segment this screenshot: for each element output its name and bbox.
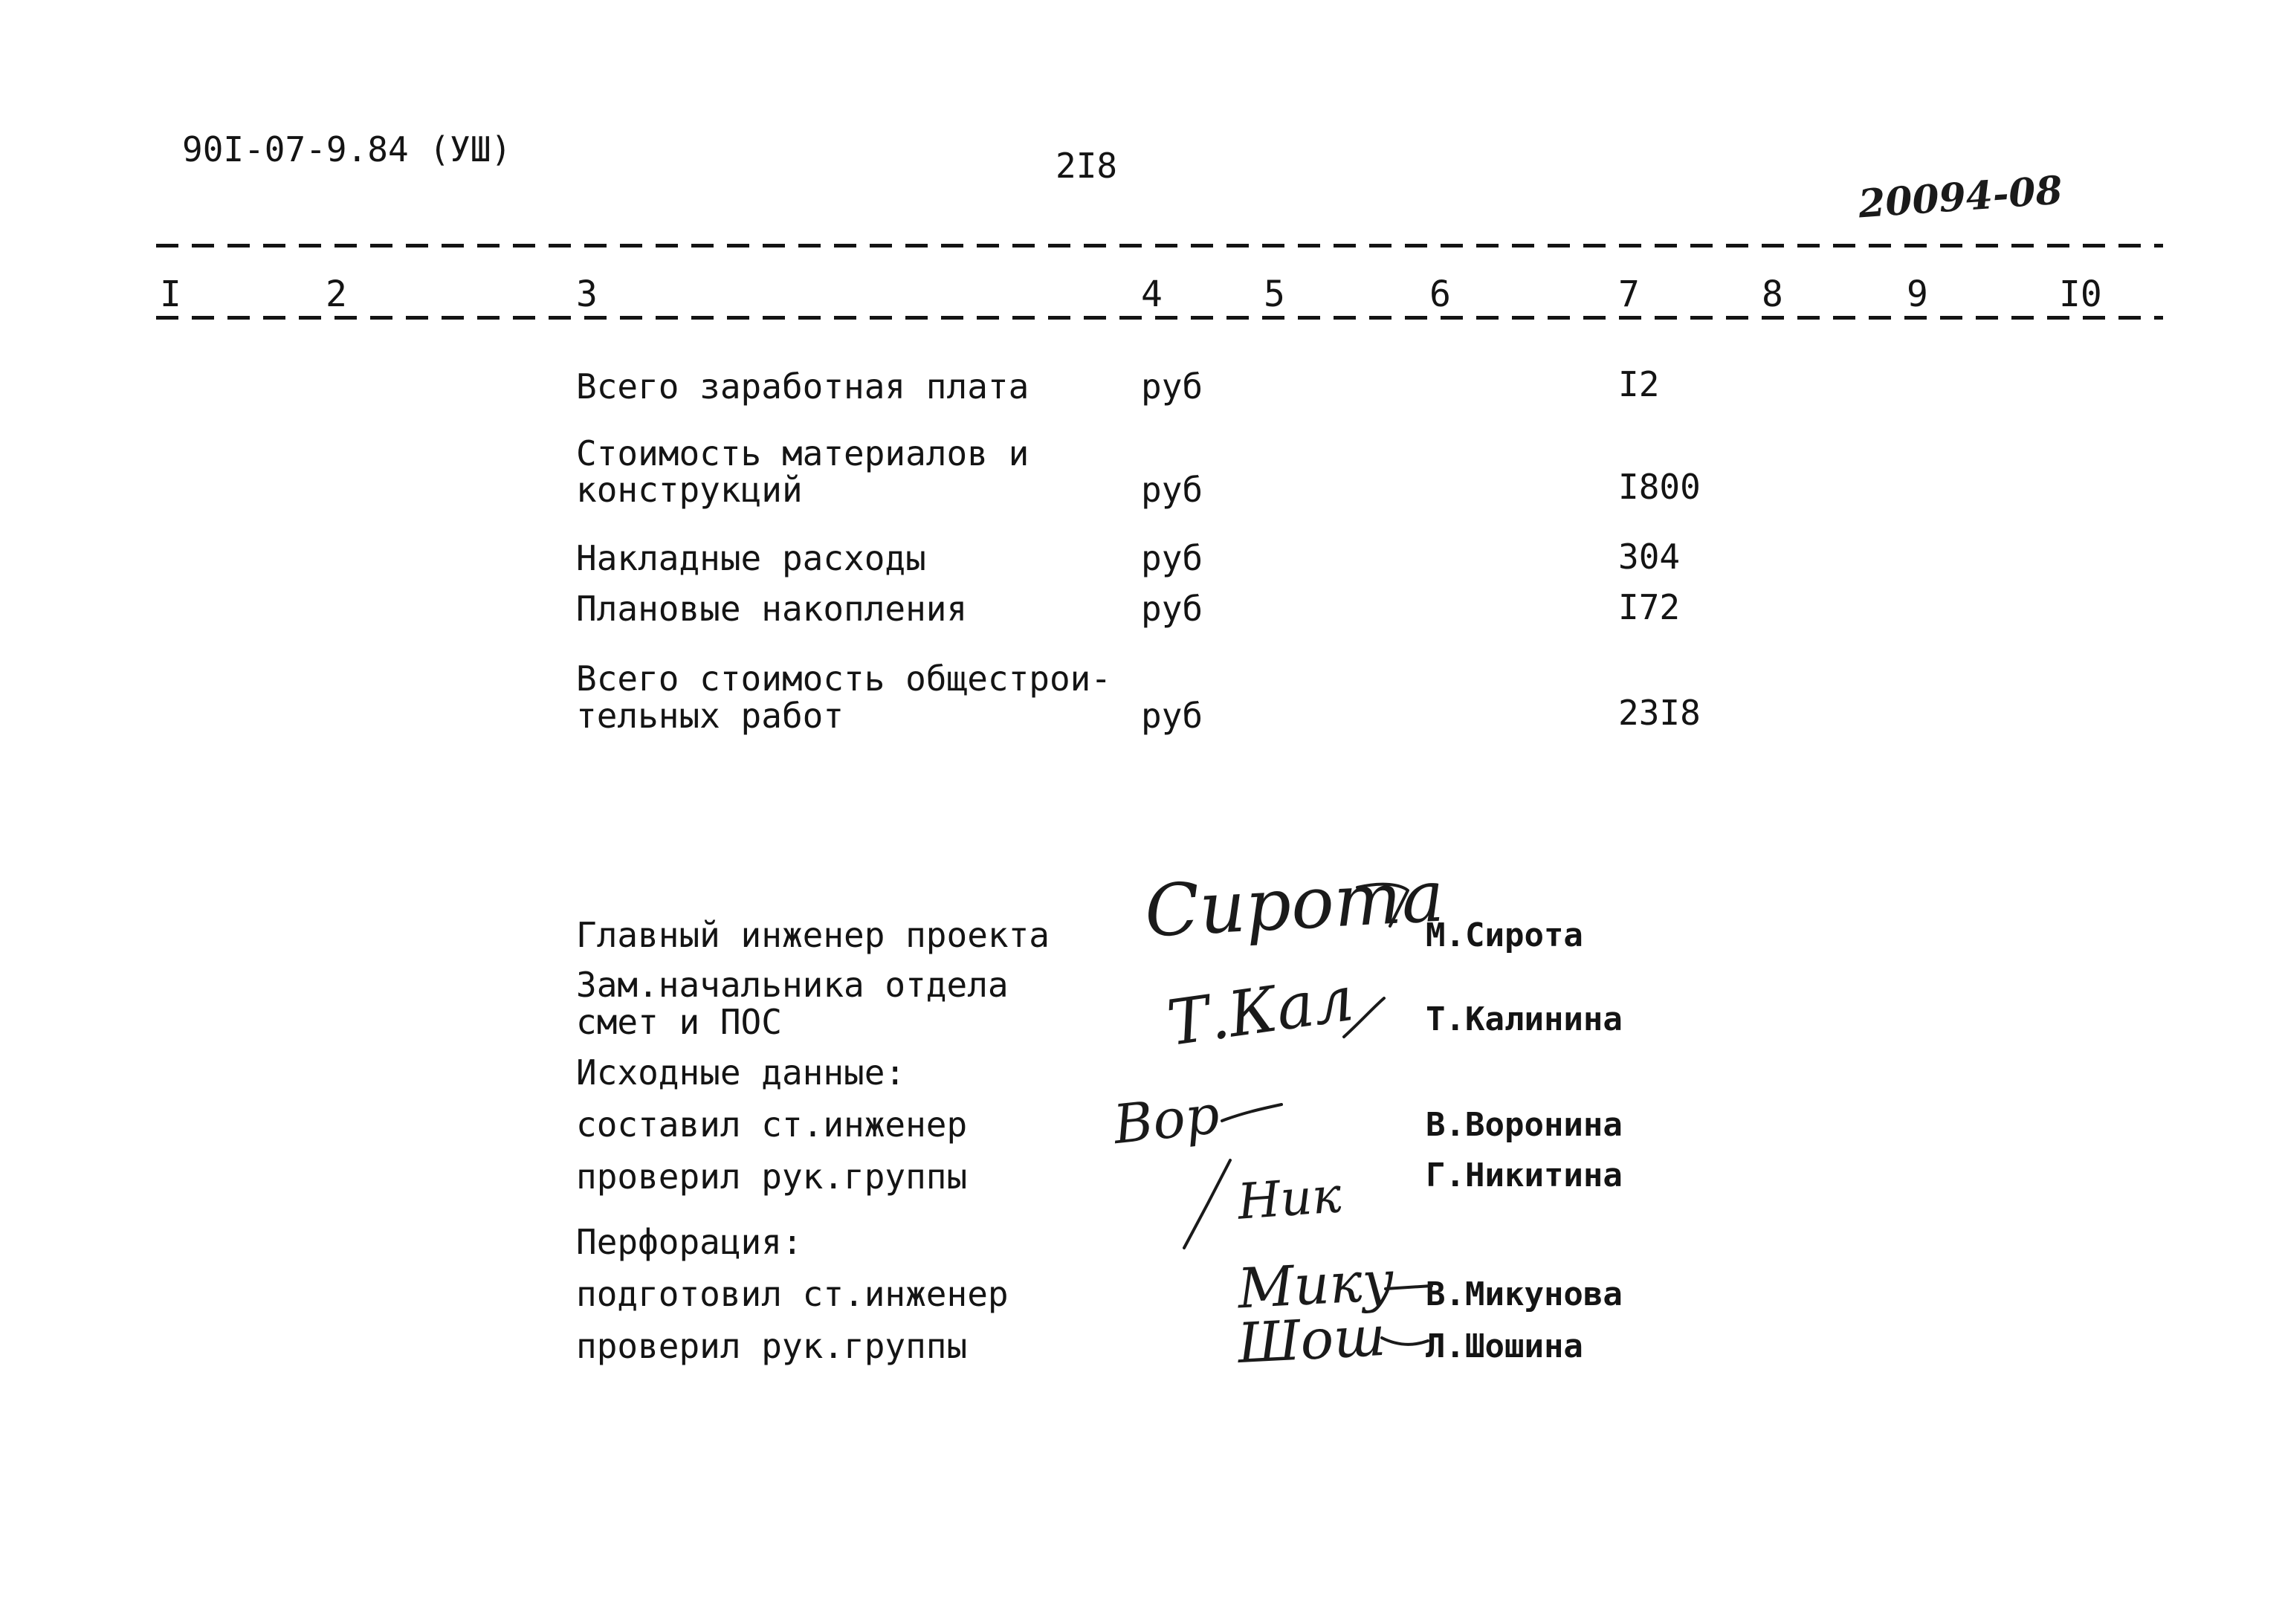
dashed-rule-top — [156, 244, 2163, 248]
signature-kalinina-flourish — [1338, 992, 1390, 1044]
role-compiled: составил ст.инженер — [576, 1104, 968, 1145]
row-unit: руб — [1141, 589, 1203, 629]
column-header-3: 3 — [576, 274, 598, 315]
signature-mikunova: Мику — [1235, 1249, 1396, 1321]
row-unit: руб — [1141, 470, 1203, 510]
role-deputy-head-line1: Зам.начальника отдела — [576, 965, 1009, 1005]
signature-sirota: Сирота — [1142, 854, 1447, 954]
column-header-6: 6 — [1429, 274, 1451, 315]
row-unit: руб — [1141, 366, 1203, 407]
role-deputy-head-line2: смет и ПОС — [576, 1002, 782, 1042]
signature-kalinina: Т.Кал — [1163, 961, 1358, 1061]
row-value: I800 — [1618, 467, 1701, 507]
row-label: Всего заработная плата — [576, 366, 1030, 407]
name-sirota: М.Сирота — [1426, 916, 1583, 954]
row-label: Плановые накопления — [576, 589, 968, 629]
perforation-heading: Перфорация: — [576, 1222, 803, 1262]
row-unit: руб — [1141, 696, 1203, 736]
source-data-heading: Исходные данные: — [576, 1052, 906, 1093]
document-code: 90I-07-9.84 (УШ) — [182, 129, 512, 169]
row-label-line1: Стоимость материалов и — [576, 433, 1030, 473]
dashed-rule-bottom — [156, 316, 2163, 320]
row-label-line1: Всего стоимость общестрои- — [576, 659, 1112, 699]
signature-voronina: Вор — [1110, 1082, 1223, 1156]
name-voronina: В.Воронина — [1426, 1106, 1623, 1144]
column-header-7: 7 — [1618, 274, 1640, 315]
name-mikunova: В.Микунова — [1426, 1275, 1623, 1313]
column-header-10: I0 — [2059, 274, 2102, 315]
signature-mikunova-flourish — [1383, 1277, 1435, 1299]
role-checked2: проверил рук.группы — [576, 1326, 968, 1366]
column-header-5: 5 — [1264, 274, 1285, 315]
column-header-8: 8 — [1762, 274, 1783, 315]
name-kalinina: Т.Калинина — [1426, 1000, 1623, 1038]
role-prepared: подготовил ст.инженер — [576, 1274, 1009, 1314]
row-value: 304 — [1618, 537, 1681, 577]
column-header-1: I — [160, 274, 181, 315]
page-number: 2I8 — [1056, 146, 1118, 186]
name-nikitina: Г.Никитина — [1426, 1156, 1623, 1194]
row-unit: руб — [1141, 538, 1203, 578]
row-value: I72 — [1618, 587, 1681, 627]
signature-shoshina-flourish — [1379, 1330, 1431, 1353]
signature-nikitina-stroke — [1178, 1156, 1238, 1252]
signature-voronina-flourish — [1219, 1099, 1286, 1128]
column-header-9: 9 — [1907, 274, 1928, 315]
name-shoshina: Л.Шошина — [1426, 1327, 1583, 1365]
role-checked: проверил рук.группы — [576, 1156, 968, 1197]
row-value: I2 — [1618, 364, 1660, 404]
signature-nikitina: Ник — [1235, 1166, 1343, 1231]
row-label-line2: тельных работ — [576, 696, 844, 736]
role-chief-engineer: Главный инженер проекта — [576, 915, 1050, 955]
column-header-2: 2 — [326, 274, 347, 315]
row-label-line2: конструкций — [576, 470, 803, 510]
signature-sirota-flourish — [1353, 877, 1412, 936]
signature-shoshina: Шош — [1235, 1304, 1388, 1376]
row-value: 23I8 — [1618, 693, 1701, 733]
column-header-4: 4 — [1141, 274, 1163, 315]
archive-number: 20094-08 — [1857, 167, 2064, 227]
row-label: Накладные расходы — [576, 538, 926, 578]
